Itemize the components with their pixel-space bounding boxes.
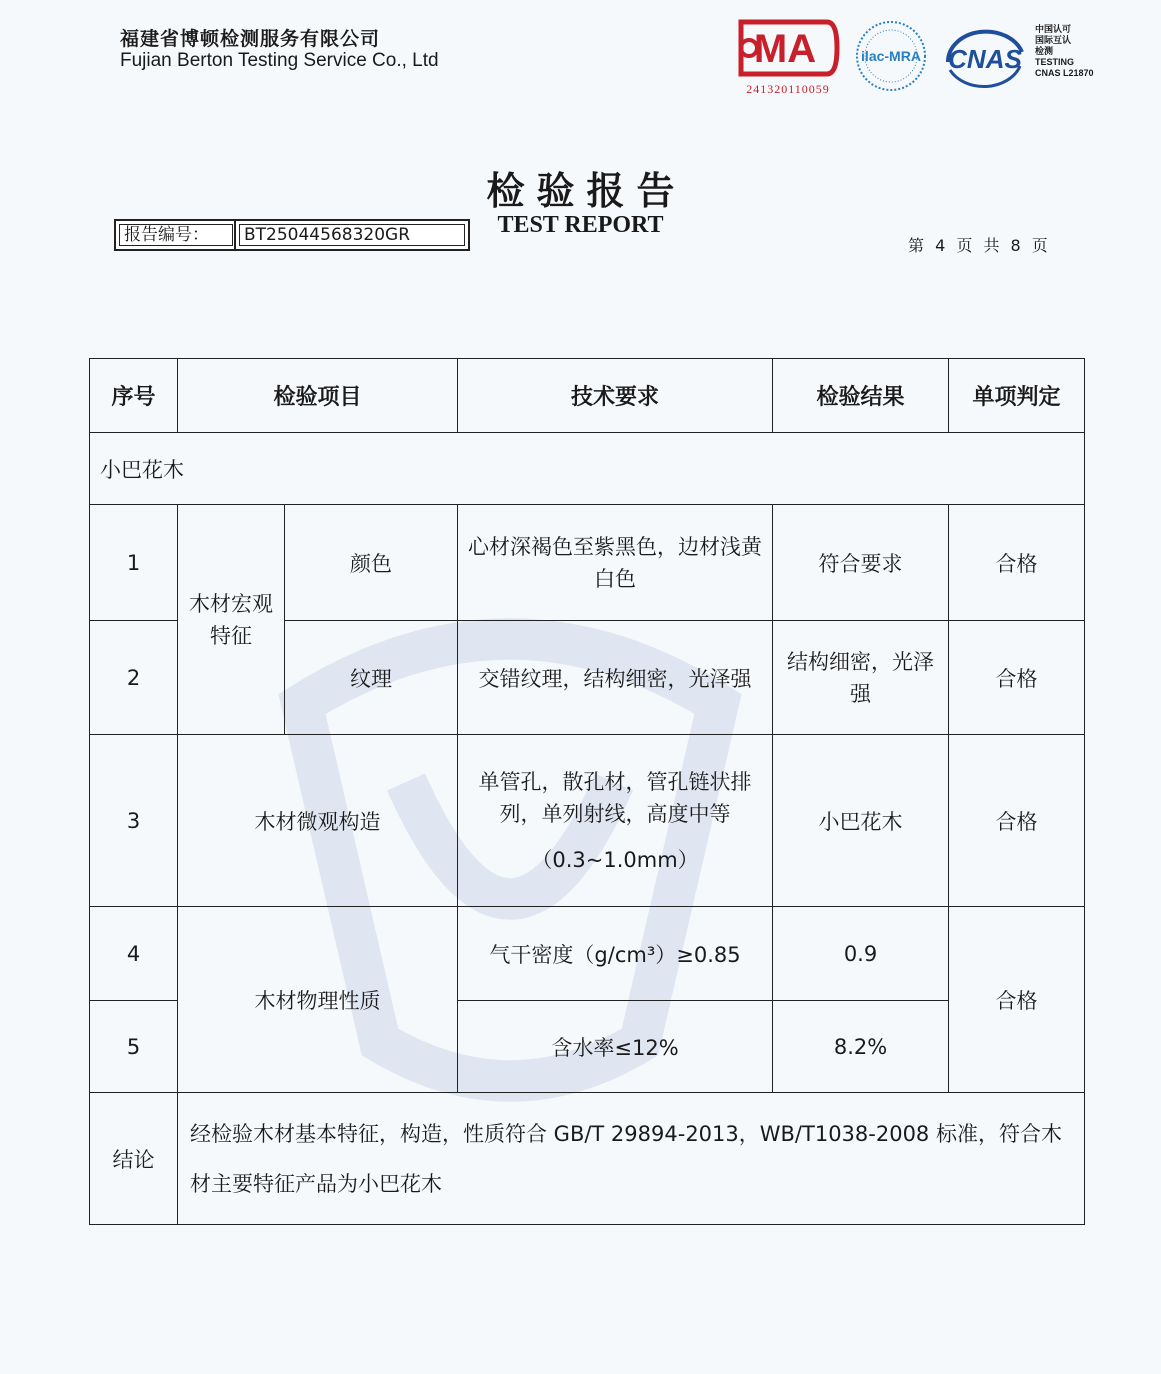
cnas-caption-line: 检测 <box>1035 46 1054 56</box>
requirement: 交错纹理，结构细密，光泽强 <box>458 621 773 735</box>
inspection-table <box>89 358 1085 1225</box>
requirement-range: （0.3~1.0mm） <box>531 847 699 872</box>
cnas-caption-line: 国际互认 <box>1035 35 1072 45</box>
page-indicator: 第 4 页 共 8 页 <box>908 236 1051 255</box>
table-row <box>90 907 1085 1001</box>
cma-logo <box>735 16 841 80</box>
cnas-caption-line: CNAS L21870 <box>1035 68 1094 78</box>
conclusion-text: 经检验木材基本特征，构造，性质符合 GB/T 29894-2013，WB/T1038-2008 标准，符合木材主要特征产品为小巴花木 <box>178 1093 1085 1225</box>
header-judgement: 单项判定 <box>949 359 1085 433</box>
requirement: 心材深褐色至紫黑色，边材浅黄白色 <box>458 505 773 621</box>
cnas-logo <box>940 22 1030 92</box>
row-number: 4 <box>90 907 178 1001</box>
row-number: 2 <box>90 621 178 735</box>
svg-text:MA: MA <box>753 27 817 71</box>
report-number-value: BT25044568320GR <box>236 221 468 249</box>
result: 8.2% <box>773 1001 949 1093</box>
judgement: 合格 <box>949 735 1085 907</box>
requirement <box>458 735 773 907</box>
cnas-caption <box>1035 24 1094 79</box>
judgement: 合格 <box>949 621 1085 735</box>
cnas-caption-line: 中国认可 <box>1035 24 1072 34</box>
report-title-en: TEST REPORT <box>497 212 664 238</box>
cnas-caption-line: TESTING <box>1035 57 1075 67</box>
item-name: 木材物理性质 <box>178 907 458 1093</box>
judgement: 合格 <box>949 505 1085 621</box>
item-name: 纹理 <box>285 621 458 735</box>
judgement: 合格 <box>949 907 1085 1093</box>
report-title-cn: 检验报告 <box>486 169 687 213</box>
row-number: 5 <box>90 1001 178 1093</box>
company-name-cn: 福建省博顿检测服务有限公司 <box>120 28 381 50</box>
header-requirement: 技术要求 <box>458 359 773 433</box>
row-number: 1 <box>90 505 178 621</box>
report-number-box <box>114 219 470 251</box>
header-item: 检验项目 <box>178 359 458 433</box>
result: 小巴花木 <box>773 735 949 907</box>
result: 结构细密，光泽强 <box>773 621 949 735</box>
header-no: 序号 <box>90 359 178 433</box>
table-header-row <box>90 359 1085 433</box>
svg-text:CNAS: CNAS <box>948 44 1022 74</box>
sample-name: 小巴花木 <box>90 433 1085 505</box>
row-number: 3 <box>90 735 178 907</box>
category-macro: 木材宏观特征 <box>178 505 285 735</box>
result: 0.9 <box>773 907 949 1001</box>
cma-number: 241320110059 <box>746 82 830 96</box>
conclusion-label: 结论 <box>90 1093 178 1225</box>
result: 符合要求 <box>773 505 949 621</box>
item-name: 颜色 <box>285 505 458 621</box>
requirement-text: 单管孔，散孔材，管孔链状排列，单列射线，高度中等 <box>478 769 752 826</box>
ilac-mra-logo <box>853 18 929 94</box>
requirement: 气干密度（g/cm³）≥0.85 <box>458 907 773 1001</box>
table-row <box>90 505 1085 621</box>
item-name: 木材微观构造 <box>178 735 458 907</box>
company-name-en: Fujian Berton Testing Service Co., Ltd <box>120 50 439 71</box>
svg-text:ilac-MRA: ilac-MRA <box>861 48 921 64</box>
requirement: 含水率≤12% <box>458 1001 773 1093</box>
table-row <box>90 735 1085 907</box>
group-title-row <box>90 433 1085 505</box>
certification-logos <box>735 16 1115 106</box>
report-number-label: 报告编号： <box>116 221 236 249</box>
conclusion-row <box>90 1093 1085 1225</box>
header-result: 检验结果 <box>773 359 949 433</box>
